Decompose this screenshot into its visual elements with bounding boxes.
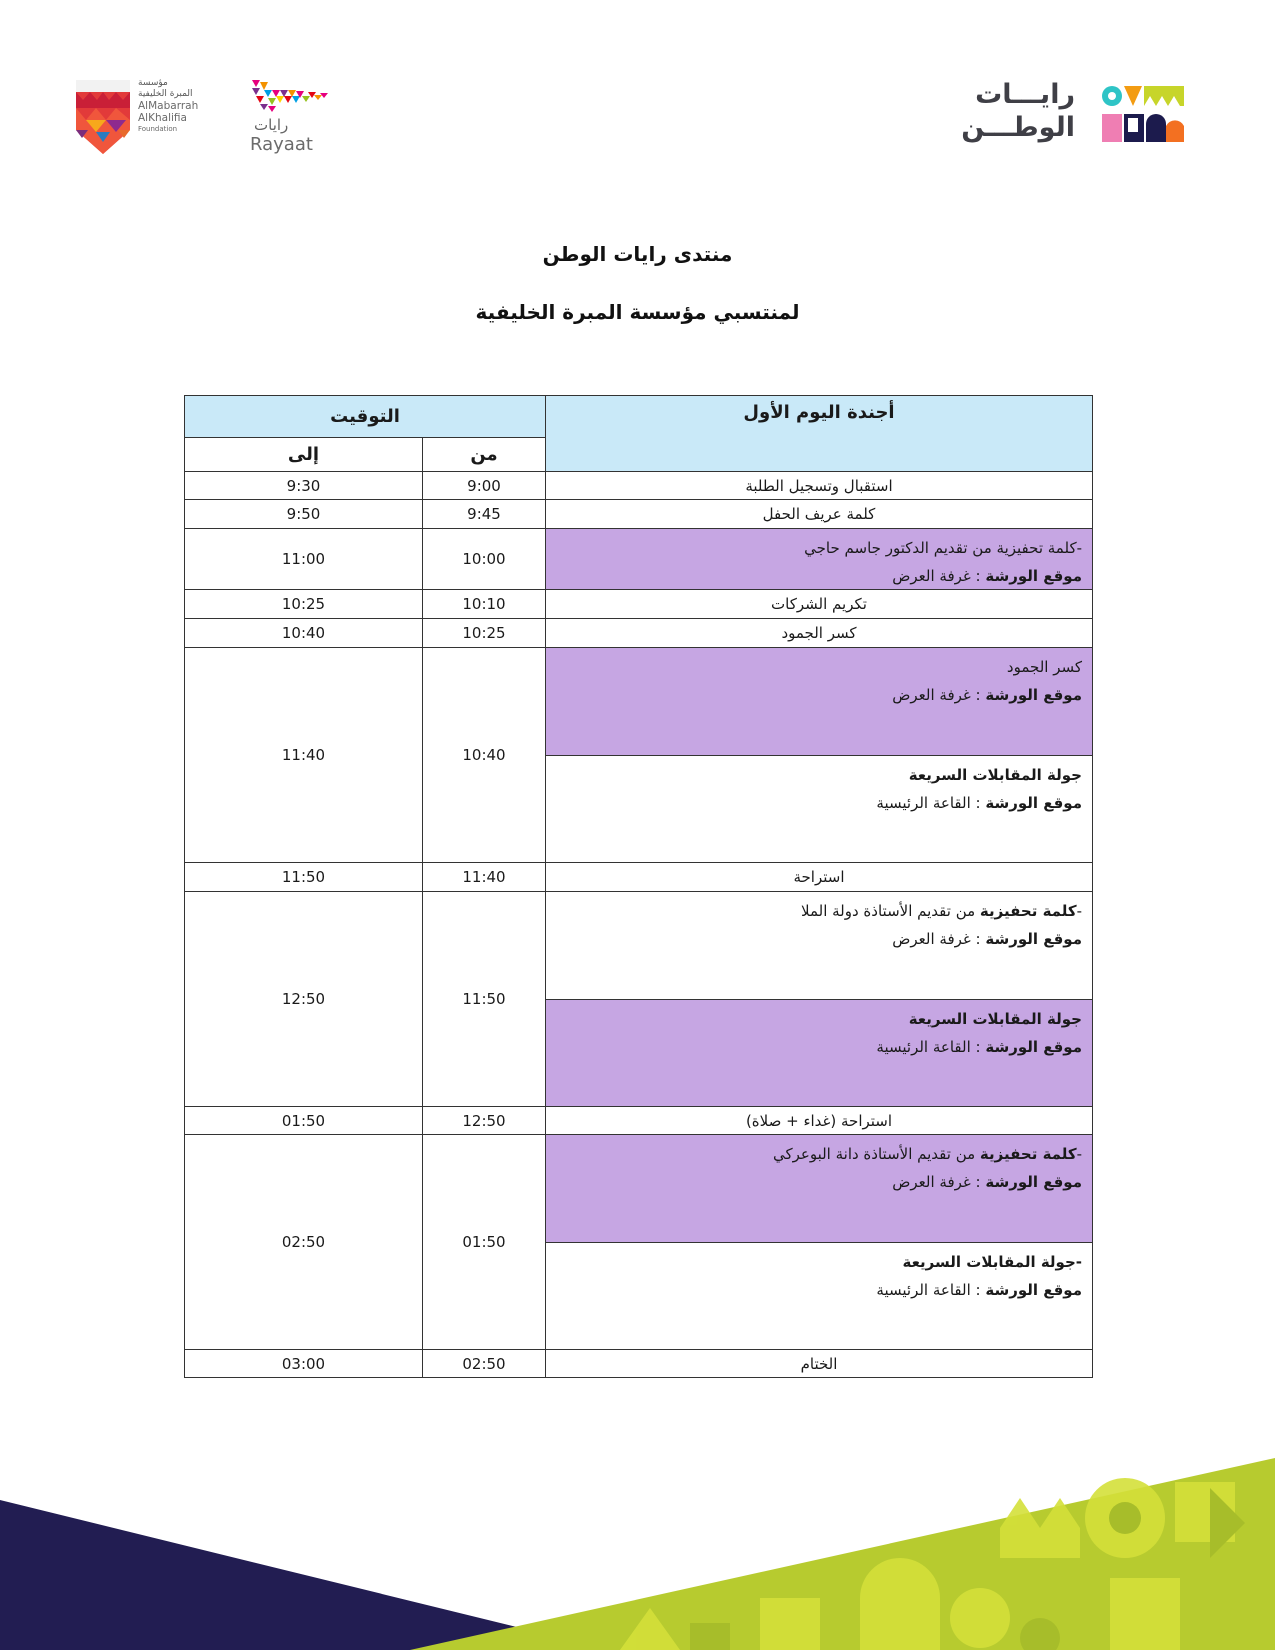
mabarrah-english-3: Foundation: [138, 125, 178, 133]
rayaat-alwatan-shapes-icon: [1100, 82, 1186, 144]
session-location: [556, 562, 1082, 590]
page-subtitle: لمنتسبي مؤسسة المبرة الخليفية: [475, 300, 800, 324]
session-block: [546, 1135, 1092, 1242]
session-block: [546, 999, 1092, 1106]
rayaat-arabic: رايات: [254, 116, 289, 134]
table-row: [185, 472, 1093, 500]
table-row: [185, 648, 1093, 863]
session-block: [546, 892, 1092, 999]
watan-line-2: الوطـــن: [961, 112, 1075, 143]
time-from: 10:00: [423, 529, 546, 590]
mabarrah-arabic-1: مؤسسة: [138, 78, 168, 88]
time-from: 11:50: [423, 892, 546, 1107]
time-to: 11:00: [185, 529, 423, 590]
time-to: 03:00: [185, 1350, 423, 1378]
time-from: 12:50: [423, 1107, 546, 1135]
session-location: [556, 1276, 1082, 1304]
time-to: 11:40: [185, 648, 423, 863]
session-title: جولة المقابلات السريعة: [908, 766, 1082, 784]
session-title: جولة المقابلات السريعة: [908, 1010, 1082, 1028]
location-label: موقع الورشة: [985, 794, 1082, 812]
table-row: [185, 863, 1093, 892]
page-title: منتدى رايات الوطن: [542, 242, 733, 266]
activity: الختام: [546, 1350, 1093, 1378]
table-row: [185, 590, 1093, 619]
location-value: : غرفة العرض: [892, 567, 986, 585]
header-from: من: [423, 438, 546, 472]
table-row: [185, 529, 1093, 590]
time-from: 11:40: [423, 863, 546, 892]
session-location: [556, 789, 1082, 817]
session-block: [546, 755, 1092, 862]
time-to: 02:50: [185, 1135, 423, 1350]
activity-cell: [546, 1135, 1093, 1350]
location-value: : غرفة العرض: [892, 686, 986, 704]
session-block: [546, 1242, 1092, 1349]
time-to: 11:50: [185, 863, 423, 892]
table-row: [185, 892, 1093, 1107]
table-header-row: [185, 396, 1093, 438]
time-to: 12:50: [185, 892, 423, 1107]
session-location: [556, 681, 1082, 709]
session-title-bold: كلمة تحفيزية: [979, 1145, 1077, 1163]
location-label: موقع الورشة: [985, 1038, 1082, 1056]
location-label: موقع الورشة: [985, 686, 1082, 704]
activity: استراحة: [546, 863, 1093, 892]
session-title: -جولة المقابلات السريعة: [902, 1253, 1082, 1271]
location-label: موقع الورشة: [985, 930, 1082, 948]
footer-decoration: [0, 1448, 1275, 1650]
time-to: 9:30: [185, 472, 423, 500]
mabarrah-arabic-2: المبرة الخليفية: [138, 89, 193, 99]
location-value: : القاعة الرئيسية: [876, 794, 986, 812]
time-to: 9:50: [185, 500, 423, 529]
rayaat-logo: [250, 78, 340, 158]
session-title-rest: من تقديم الأستاذة دولة الملا: [801, 902, 980, 920]
time-to: 10:25: [185, 590, 423, 619]
session-prefix: -: [1076, 1145, 1082, 1163]
rayaat-english: Rayaat: [250, 134, 313, 155]
activity: تكريم الشركات: [546, 590, 1093, 619]
location-label: موقع الورشة: [985, 1173, 1082, 1191]
time-from: 9:00: [423, 472, 546, 500]
rayaat-triangles-icon: [250, 78, 336, 118]
session-title: -كلمة تحفيزية من تقديم الدكتور جاسم حاجي: [804, 539, 1082, 557]
time-from: 01:50: [423, 1135, 546, 1350]
activity: استقبال وتسجيل الطلبة: [546, 472, 1093, 500]
header-to: إلى: [185, 438, 423, 472]
mabarrah-shield-icon: [74, 78, 132, 156]
session-title-rest: من تقديم الأستاذة دانة البوعركي: [772, 1145, 980, 1163]
agenda-table: [184, 395, 1093, 1378]
time-from: 9:45: [423, 500, 546, 529]
activity: كلمة عريف الحفل: [546, 500, 1093, 529]
time-to: 10:40: [185, 619, 423, 648]
table-row: [185, 1107, 1093, 1135]
activity-cell: [546, 529, 1093, 590]
session-location: [556, 1168, 1082, 1196]
time-to: 01:50: [185, 1107, 423, 1135]
session-title: [556, 1140, 1082, 1168]
session-prefix: -: [1076, 902, 1082, 920]
location-value: : غرفة العرض: [892, 930, 986, 948]
mabarrah-english-1: AlMabarrah: [138, 100, 199, 112]
location-label: موقع الورشة: [985, 1281, 1082, 1299]
mabarrah-english-2: AlKhalifia: [138, 112, 187, 124]
session-location: [556, 1033, 1082, 1061]
table-row: [185, 1135, 1093, 1350]
almabarrah-logo: [74, 78, 214, 158]
time-from: 02:50: [423, 1350, 546, 1378]
watan-line-1: رايـــات: [975, 79, 1075, 110]
session-block: [546, 648, 1092, 755]
session-title-bold: كلمة تحفيزية: [979, 902, 1077, 920]
location-value: : القاعة الرئيسية: [876, 1038, 986, 1056]
activity-cell: [546, 648, 1093, 863]
activity: كسر الجمود: [546, 619, 1093, 648]
location-label: موقع الورشة: [985, 567, 1082, 585]
session-title: كسر الجمود: [1006, 658, 1082, 676]
table-row: [185, 1350, 1093, 1378]
time-from: 10:25: [423, 619, 546, 648]
location-value: : القاعة الرئيسية: [876, 1281, 986, 1299]
session-location: [556, 925, 1082, 953]
location-value: : غرفة العرض: [892, 1173, 986, 1191]
time-from: 10:10: [423, 590, 546, 619]
activity: استراحة (غداء + صلاة): [546, 1107, 1093, 1135]
header-timing: التوقيت: [185, 396, 546, 438]
header-day-agenda: أجندة اليوم الأول: [546, 396, 1093, 472]
activity-cell: [546, 892, 1093, 1107]
session-block: [546, 529, 1092, 589]
table-row: [185, 619, 1093, 648]
time-from: 10:40: [423, 648, 546, 863]
table-row: [185, 500, 1093, 529]
session-title: [556, 897, 1082, 925]
rayaat-alwatan-logo: [961, 79, 1185, 148]
